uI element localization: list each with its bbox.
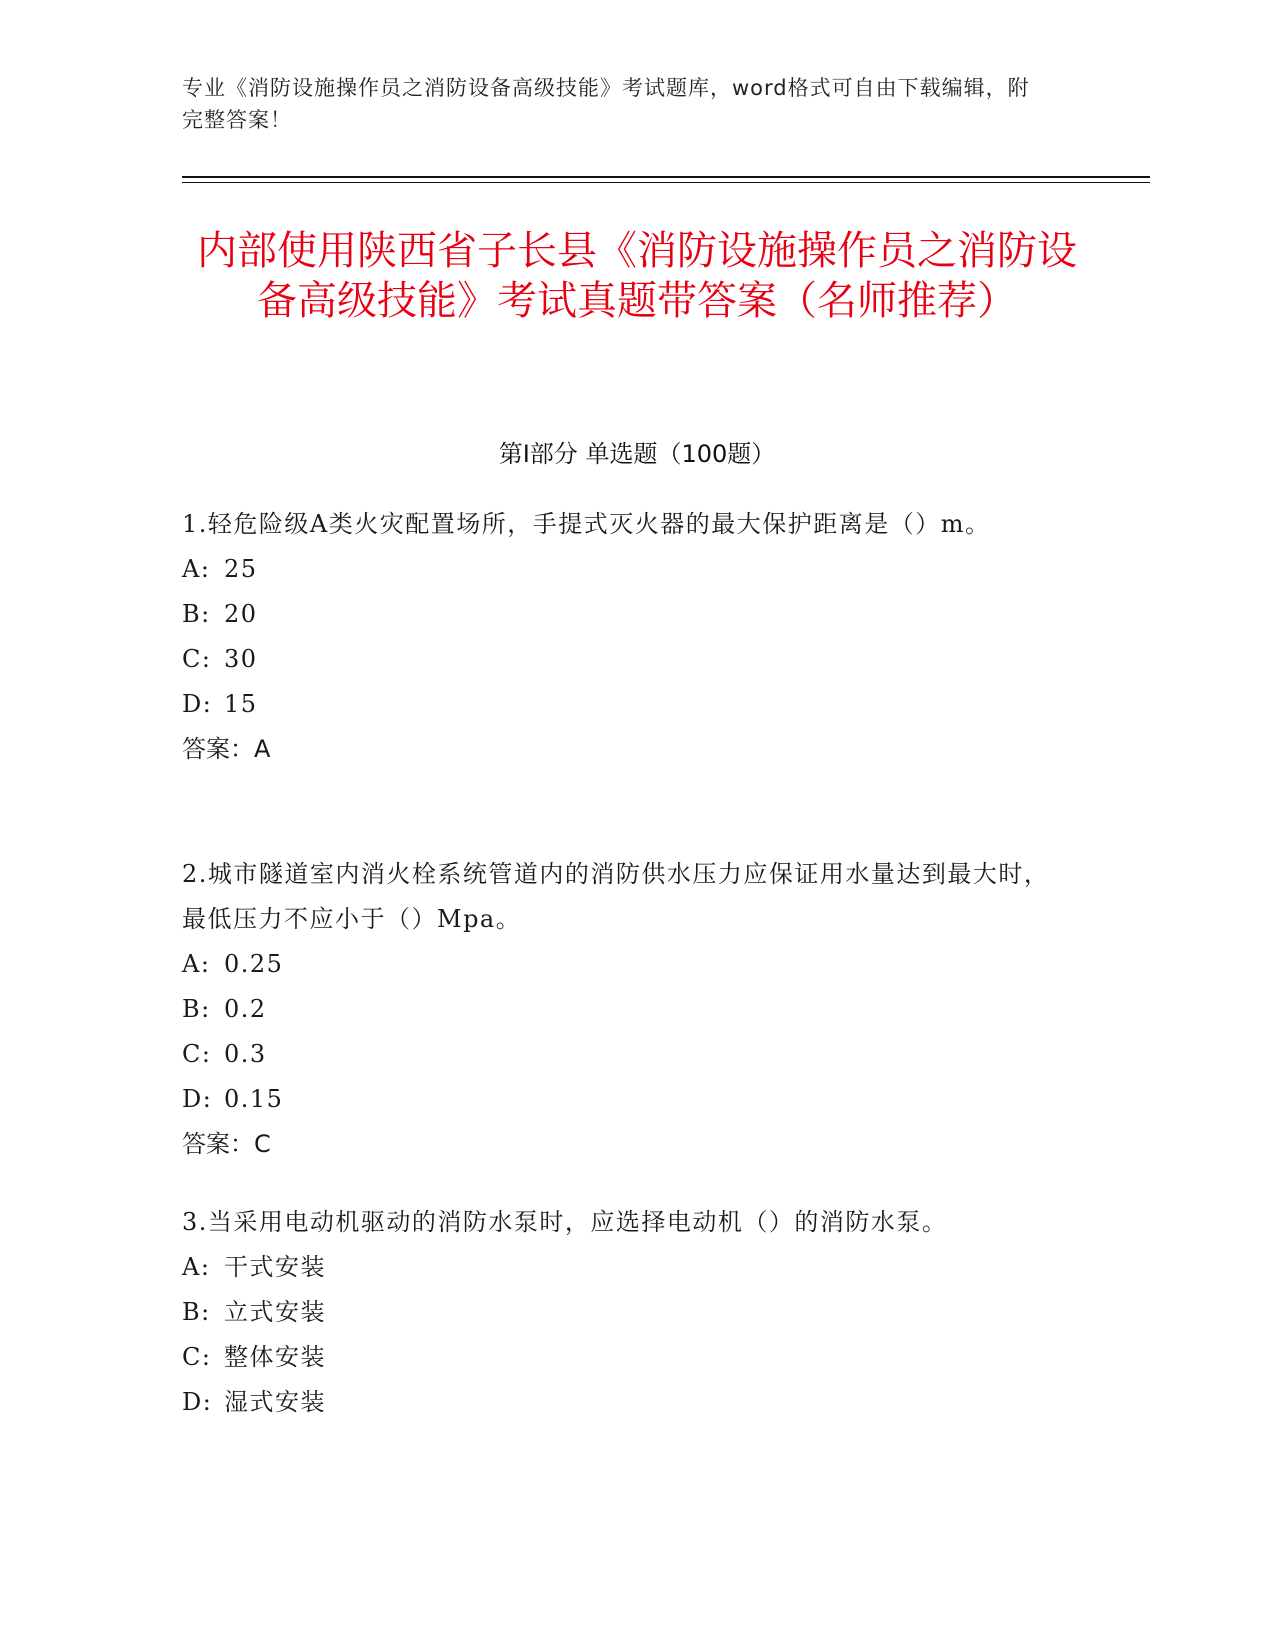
- answer-value: C: [254, 1130, 271, 1158]
- option-text: 0.3: [224, 1040, 267, 1068]
- option-text: 15: [224, 690, 258, 718]
- answer-value: A: [254, 735, 271, 763]
- question-stem: 2.城市隧道室内消火栓系统管道内的消防供水压力应保证用水量达到最大时，最低压力不应小于（）Mpa。: [182, 860, 1050, 933]
- option-label: B:: [182, 1298, 211, 1326]
- option-b: [182, 592, 1062, 637]
- question-1: [182, 502, 1062, 772]
- answer-line: [182, 1122, 1062, 1167]
- option-text: 20: [224, 600, 258, 628]
- option-label: C:: [182, 1343, 212, 1371]
- option-text: 25: [224, 555, 258, 583]
- option-text: 湿式安装: [224, 1388, 326, 1416]
- option-d: [182, 682, 1062, 727]
- option-c: [182, 1335, 1062, 1380]
- option-label: C:: [182, 645, 212, 673]
- option-c: [182, 1032, 1062, 1077]
- header-divider-thin: [182, 182, 1150, 183]
- option-d: [182, 1380, 1062, 1425]
- option-label: B:: [182, 995, 211, 1023]
- option-text: 干式安装: [224, 1253, 326, 1281]
- option-label: C:: [182, 1040, 212, 1068]
- option-text: 整体安装: [224, 1343, 326, 1371]
- option-a: [182, 1245, 1062, 1290]
- option-text: 0.25: [224, 950, 284, 978]
- question-stem: 3.当采用电动机驱动的消防水泵时，应选择电动机（）的消防水泵。: [182, 1208, 948, 1236]
- option-a: [182, 942, 1062, 987]
- option-label: D:: [182, 690, 213, 718]
- question-2: [182, 852, 1062, 1167]
- option-text: 0.2: [224, 995, 267, 1023]
- option-text: 0.15: [224, 1085, 284, 1113]
- option-label: D:: [182, 1085, 213, 1113]
- option-label: A:: [182, 1253, 211, 1281]
- section-heading: 第Ⅰ部分 单选题（100题）: [498, 440, 776, 468]
- option-text: 立式安装: [224, 1298, 326, 1326]
- option-b: [182, 1290, 1062, 1335]
- option-label: B:: [182, 600, 211, 628]
- answer-prefix: 答案：: [182, 735, 254, 763]
- answer-prefix: 答案：: [182, 1130, 254, 1158]
- header-divider-thick: [182, 176, 1150, 178]
- header-note: 专业《消防设施操作员之消防设备高级技能》考试题库，word格式可自由下载编辑，附完整答案！: [182, 76, 1030, 132]
- option-label: A:: [182, 950, 211, 978]
- question-3: [182, 1200, 1062, 1425]
- answer-line: [182, 727, 1062, 772]
- option-text: 30: [224, 645, 258, 673]
- document-title: 内部使用陕西省子长县《消防设施操作员之消防设备高级技能》考试真题带答案（名师推荐）: [197, 228, 1077, 324]
- option-d: [182, 1077, 1062, 1122]
- option-a: [182, 547, 1062, 592]
- option-c: [182, 637, 1062, 682]
- option-b: [182, 987, 1062, 1032]
- option-label: D:: [182, 1388, 213, 1416]
- option-label: A:: [182, 555, 211, 583]
- question-stem: 1.轻危险级A类火灾配置场所，手提式灭火器的最大保护距离是（）m。: [182, 510, 991, 538]
